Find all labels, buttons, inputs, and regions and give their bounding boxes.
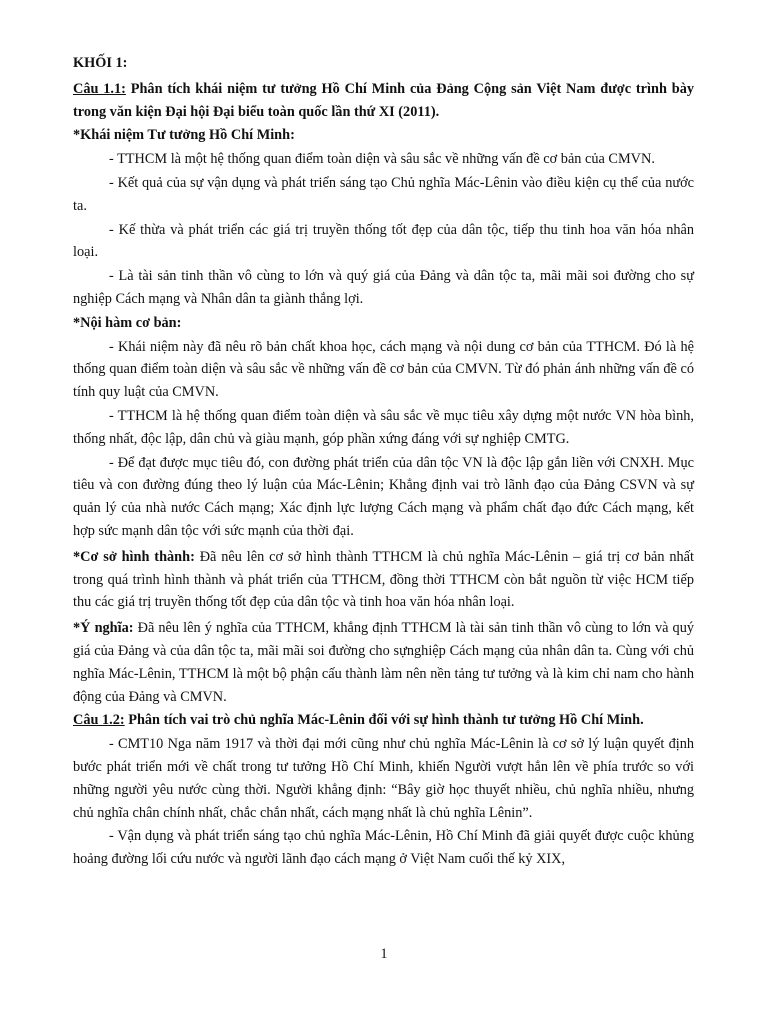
role-item: - Vận dụng và phát triển sáng tạo chủ nghĩa Mác-Lênin, Hồ Chí Minh đã giải quyết được cuộc khủng hoảng đường lối cứu nước và người lãnh đạo cách mạng ở Việt Nam cuối thế kỷ XIX, xyxy=(73,828,694,868)
meaning-paragraph xyxy=(73,617,694,708)
question-1-2-text: Phân tích vai trò chủ nghĩa Mác-Lênin đối với sự hình thành tư tưởng Hồ Chí Minh. xyxy=(124,712,644,729)
meaning-text: Đã nêu lên ý nghĩa của TTHCM, khẳng định TTHCM là tài sản tinh thần vô cùng to lớn và quý giá của Đảng và của dân tộc ta, mãi mãi soi đường cho sựnghiệp Cách mạng của nhân dân ta. Cùng với chủ nghĩa Mác-Lênin, TTHCM là một bộ phận cấu thành làm nên nền tảng tư tưởng và là kim chỉ nam cho hành động của Đảng và CMVN. xyxy=(73,620,694,705)
content-heading: *Nội hàm cơ bản: xyxy=(73,314,182,331)
basis-paragraph xyxy=(73,546,694,614)
content-item: - Khái niệm này đã nêu rõ bản chất khoa học, cách mạng và nội dung cơ bản của TTHCM. Đó là hệ thống quan điểm toàn diện và sâu sắc về những vấn đề cơ bản của CMVN. Từ đó phản ánh những vấn đề có tính quy luật của CMVN. xyxy=(73,338,694,401)
question-1-1-text: Phân tích khái niệm tư tưởng Hồ Chí Minh của Đảng Cộng sản Việt Nam được trình bày trong văn kiện Đại hội Đại biểu toàn quốc lần thứ XI (2011). xyxy=(73,80,694,120)
question-1-1-label: Câu 1.1: xyxy=(73,80,126,97)
basis-text: Đã nêu lên cơ sở hình thành TTHCM là chủ nghĩa Mác-Lênin – giá trị cơ bản nhất trong quá trình hình thành và phát triển của TTHCM, đồng thời TTHCM còn bắt nguồn từ việc HCM tiếp thu các giá trị truyền thống tốt đẹp của dân tộc và tinh hoa văn hóa nhân loại. xyxy=(73,548,694,611)
concept-item: - TTHCM là một hệ thống quan điểm toàn diện và sâu sắc về những vấn đề cơ bản của CMVN. xyxy=(109,151,655,168)
concept-heading: *Khái niệm Tư tưởng Hồ Chí Minh: xyxy=(73,127,295,144)
block-heading: KHỐI 1: xyxy=(73,55,128,71)
meaning-label: *Ý nghĩa: xyxy=(73,620,134,637)
concept-item: - Kết quả của sự vận dụng và phát triển sáng tạo Chủ nghĩa Mác-Lênin vào điều kiện cụ thể của nước ta. xyxy=(73,174,694,214)
concept-item: - Là tài sản tinh thần vô cùng to lớn và quý giá của Đảng và dân tộc ta, mãi mãi soi đường cho sự nghiệp Cách mạng và Nhân dân ta giành thắng lợi. xyxy=(73,268,694,307)
concept-item: - Kế thừa và phát triển các giá trị truyền thống tốt đẹp của dân tộc, tiếp thu tinh hoa văn hóa nhân loại. xyxy=(73,221,694,261)
page-number: 1 xyxy=(380,946,388,962)
question-1-1-title xyxy=(73,78,694,124)
content-item: - TTHCM là hệ thống quan điểm toàn diện và sâu sắc về mục tiêu xây dựng một nước VN hòa bình, thống nhất, độc lập, dân chủ và giàu mạnh, góp phần xứng đáng với sự nghiệp CMTG. xyxy=(73,407,694,447)
question-1-2-title xyxy=(73,709,694,732)
basis-label: *Cơ sở hình thành: xyxy=(73,548,195,565)
role-item: - CMT10 Nga năm 1917 và thời đại mới cũng như chủ nghĩa Mác-Lênin là cơ sở lý luận quyết định bước phát triển mới về chất trong tư tưởng Hồ Chí Minh, khiến Người vượt hẳn lên về phía trước so với những người yêu nước cùng thời. Người khẳng định: “Bây giờ học thuyết nhiều, chủ nghĩa nhiều, nhưng chủ nghĩa chân chính nhất, chắc chắn nhất, cách mạng nhất là chủ nghĩa Lênin”. xyxy=(73,736,694,821)
question-1-2-label: Câu 1.2: xyxy=(73,712,125,729)
content-item: - Để đạt được mục tiêu đó, con đường phát triển của dân tộc VN là độc lập gắn liền với CNXH. Mục tiêu và con đường đúng theo lý luận của Mác-Lênin; Khẳng định vai trò lãnh đạo của Đảng CSVN và sự quản lý của nhà nước Cách mạng; Xác định lực lượng Cách mạng và phẩm chất đạo đức Cách mạng, kết hợp sức mạnh dân tộc với sức mạnh của thời đại. xyxy=(73,454,694,539)
